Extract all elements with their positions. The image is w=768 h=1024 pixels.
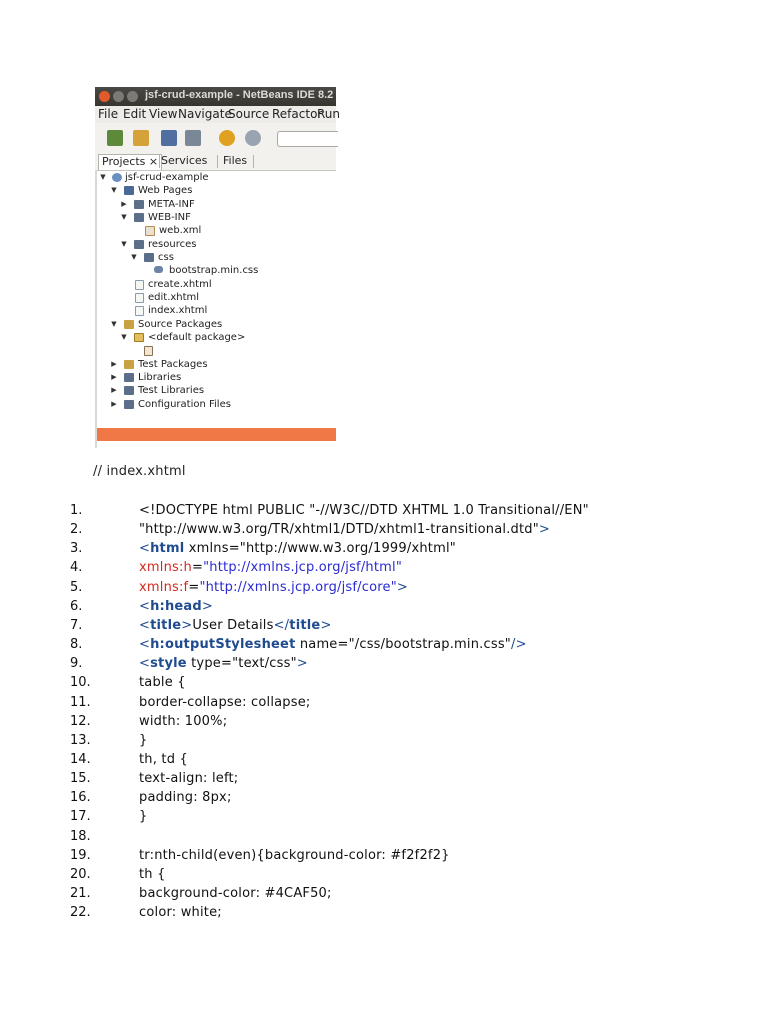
- css-file-icon: [154, 266, 163, 273]
- line-code: tr:nth-child(even){background-color: #f2f2f2}: [139, 847, 450, 863]
- toolbar: [95, 123, 336, 154]
- code-line: [0, 520, 768, 539]
- line-number: 9.: [70, 656, 83, 672]
- expanded-arrow-icon[interactable]: ▼: [121, 240, 127, 248]
- config-icon: [124, 400, 134, 409]
- menu-run[interactable]: Run: [317, 107, 341, 121]
- close-window-icon[interactable]: [99, 91, 110, 102]
- tree-node-label: Web Pages: [138, 185, 193, 196]
- toolbar-config-combo[interactable]: [277, 131, 338, 147]
- code-line: [0, 539, 768, 558]
- line-code: border-collapse: collapse;: [139, 694, 311, 710]
- tab-divider: [253, 155, 254, 168]
- tab-projects-label: Projects: [102, 155, 146, 168]
- package-folder-icon: [124, 360, 134, 369]
- screenshot-edge: [95, 170, 97, 448]
- menu-bar: [95, 106, 341, 123]
- code-line: [0, 712, 768, 731]
- menu-refactor[interactable]: Refactor: [272, 107, 323, 121]
- tree-node-label: resources: [148, 239, 197, 250]
- folder-icon: [134, 240, 144, 249]
- line-number: 17.: [70, 809, 91, 825]
- folder-icon: [144, 253, 154, 262]
- selected-row-highlight: [95, 428, 336, 441]
- menu-source[interactable]: Source: [228, 107, 270, 121]
- line-number: 20.: [70, 866, 91, 882]
- line-number: 5.: [70, 579, 83, 595]
- library-icon: [124, 373, 134, 382]
- tab-divider: [159, 155, 160, 168]
- line-code: width: 100%;: [139, 713, 228, 729]
- tree-node-label: Libraries: [138, 372, 182, 383]
- line-number: 18.: [70, 828, 91, 844]
- code-line: [0, 616, 768, 635]
- code-line: [0, 788, 768, 807]
- xml-file-icon: [145, 226, 155, 236]
- line-code: th {: [139, 866, 166, 882]
- line-number: 8.: [70, 637, 83, 653]
- tree-node-label: web.xml: [159, 225, 202, 236]
- code-line: [0, 673, 768, 692]
- code-line: [0, 903, 768, 922]
- line-number: 21.: [70, 886, 91, 901]
- window-titlebar: [95, 87, 336, 106]
- line-number: 3.: [70, 541, 83, 557]
- folder-icon: [134, 213, 144, 222]
- line-code: xmlns:f="http://xmlns.jcp.org/jsf/core">: [139, 579, 408, 595]
- code-line: [0, 731, 768, 750]
- panel-tabs: [95, 153, 336, 171]
- tree-node-label: WEB-INF: [148, 212, 191, 223]
- tree-node-label: Test Packages: [138, 359, 208, 370]
- line-code: }: [139, 809, 148, 825]
- line-code: color: white;: [139, 905, 222, 921]
- tree-node-label: edit.xhtml: [148, 292, 200, 303]
- code-line: [0, 597, 768, 616]
- line-code: <style type="text/css">: [139, 656, 308, 672]
- project-icon: [112, 173, 122, 182]
- tree-node-label: Test Libraries: [138, 385, 205, 396]
- line-number: 2.: [70, 522, 83, 538]
- line-code: <title>User Details</title>: [139, 617, 332, 633]
- line-number: 4.: [70, 560, 83, 576]
- folder-icon: [134, 200, 144, 209]
- close-tab-icon[interactable]: ×: [148, 155, 159, 168]
- line-code: <h:outputStylesheet name="/css/bootstrap.min.css"/>: [139, 637, 527, 653]
- tree-node-label: Configuration Files: [138, 399, 231, 410]
- tree-node-label: META-INF: [148, 199, 195, 210]
- collapsed-arrow-icon[interactable]: ▶: [111, 360, 117, 368]
- line-number: 15.: [70, 771, 91, 787]
- undo-icon[interactable]: [219, 130, 235, 146]
- tree-node-label: bootstrap.min.css: [169, 265, 259, 276]
- line-number: 19.: [70, 847, 91, 863]
- code-line: [0, 769, 768, 788]
- line-number: 12.: [70, 713, 91, 729]
- expanded-arrow-icon[interactable]: ▼: [121, 333, 127, 341]
- expanded-arrow-icon[interactable]: ▼: [131, 253, 137, 261]
- collapsed-arrow-icon[interactable]: ▶: [111, 400, 117, 408]
- line-number: 6.: [70, 598, 83, 614]
- menu-view[interactable]: View: [149, 107, 178, 121]
- expanded-arrow-icon[interactable]: ▼: [111, 320, 117, 328]
- expanded-arrow-icon[interactable]: ▼: [100, 173, 106, 181]
- maximize-window-icon[interactable]: [127, 91, 138, 102]
- window-title: jsf-crud-example - NetBeans IDE 8.2: [145, 89, 334, 101]
- tree-node-label: css: [158, 252, 174, 263]
- redo-icon[interactable]: [245, 130, 261, 146]
- line-code: table {: [139, 675, 186, 691]
- code-line: [0, 654, 768, 673]
- collapsed-arrow-icon[interactable]: ▶: [121, 200, 127, 208]
- java-file-icon: [144, 346, 153, 356]
- open-project-icon[interactable]: [161, 130, 177, 146]
- tab-divider: [217, 155, 218, 168]
- line-code: }: [139, 732, 148, 748]
- line-code: <html xmlns="http://www.w3.org/1999/xhtml": [139, 541, 456, 557]
- code-line: [0, 750, 768, 769]
- netbeans-window: [95, 87, 341, 448]
- new-file-icon[interactable]: [107, 130, 123, 146]
- collapsed-arrow-icon[interactable]: ▶: [111, 373, 117, 381]
- menu-navigate[interactable]: Navigate: [178, 107, 232, 121]
- code-line: [0, 884, 768, 903]
- line-number: 7.: [70, 617, 83, 633]
- package-icon: [134, 333, 144, 342]
- code-line: [0, 693, 768, 712]
- code-line: [0, 501, 768, 520]
- save-all-icon[interactable]: [185, 130, 201, 146]
- line-number: 11.: [70, 694, 91, 710]
- expanded-arrow-icon[interactable]: ▼: [111, 186, 117, 194]
- line-code: background-color: #4CAF50;: [139, 886, 332, 901]
- tab-files[interactable]: Files: [223, 154, 248, 167]
- file-icon: [135, 293, 144, 303]
- file-comment: // index.xhtml: [93, 464, 186, 479]
- minimize-window-icon[interactable]: [113, 91, 124, 102]
- file-icon: [135, 306, 144, 316]
- code-line: [0, 865, 768, 884]
- menu-edit[interactable]: Edit: [123, 107, 147, 121]
- line-code: th, td {: [139, 751, 188, 767]
- code-line: [0, 558, 768, 577]
- web-folder-icon: [124, 186, 134, 195]
- code-line: [0, 846, 768, 865]
- line-number: 16.: [70, 790, 91, 806]
- line-number: 14.: [70, 751, 91, 767]
- file-icon: [135, 280, 144, 290]
- tree-node-label: Source Packages: [138, 319, 223, 330]
- line-code: <h:head>: [139, 598, 213, 614]
- package-folder-icon: [124, 320, 134, 329]
- code-line: [0, 827, 768, 846]
- code-line: [0, 807, 768, 826]
- line-code: "http://www.w3.org/TR/xhtml1/DTD/xhtml1-transitional.dtd">: [139, 522, 551, 538]
- line-code: <!DOCTYPE html PUBLIC "-//W3C//DTD XHTML 1.0 Transitional//EN": [139, 503, 589, 518]
- line-code: text-align: left;: [139, 771, 239, 787]
- collapsed-arrow-icon[interactable]: ▶: [111, 386, 117, 394]
- tree-node-label: jsf-crud-example: [125, 172, 209, 183]
- code-line: [0, 635, 768, 654]
- line-number: 13.: [70, 732, 91, 748]
- tab-projects[interactable]: [98, 154, 162, 170]
- tree-node-label: <default package>: [148, 332, 246, 343]
- tree-node-label: index.xhtml: [148, 305, 208, 316]
- line-number: 1.: [70, 503, 83, 518]
- line-code: padding: 8px;: [139, 790, 232, 806]
- library-icon: [124, 386, 134, 395]
- code-line: [0, 578, 768, 597]
- line-number: 10.: [70, 675, 91, 691]
- menu-file[interactable]: File: [98, 107, 119, 121]
- tree-node-label: create.xhtml: [148, 279, 212, 290]
- tree-node-label: User.java: [158, 345, 205, 356]
- line-code: xmlns:h="http://xmlns.jcp.org/jsf/html": [139, 560, 403, 576]
- line-number: 22.: [70, 905, 91, 921]
- tab-services[interactable]: Services: [161, 154, 208, 167]
- expanded-arrow-icon[interactable]: ▼: [121, 213, 127, 221]
- new-project-icon[interactable]: [133, 130, 149, 146]
